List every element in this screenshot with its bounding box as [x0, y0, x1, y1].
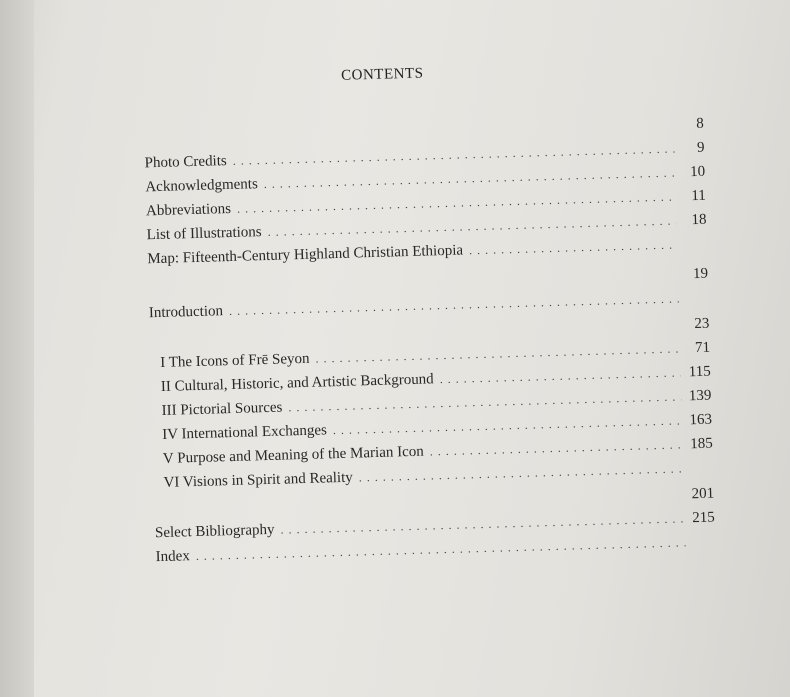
entry-title: Photo Credits	[144, 153, 227, 172]
entry-title: Index	[155, 548, 191, 566]
chapter-list	[149, 312, 713, 496]
page-number: 163	[689, 411, 713, 429]
entry-title: IV International Exchanges	[162, 422, 328, 443]
entry-title: Acknowledgments	[145, 176, 259, 196]
page-number: 185	[690, 435, 713, 453]
page-number: 201	[691, 485, 715, 503]
entry-title: VI Visions in Spirit and Reality	[163, 469, 354, 491]
back-matter-list	[154, 482, 716, 570]
page-number: 18	[691, 211, 707, 229]
entry-title: II Cultural, Historic, and Artistic Background	[160, 371, 434, 395]
page-number	[686, 546, 716, 547]
page-number: 19	[692, 265, 709, 283]
page-number: 215	[692, 509, 716, 527]
page-number: 10	[689, 163, 706, 181]
entry-title: Introduction	[148, 303, 224, 322]
page-number: 23	[694, 315, 710, 333]
page-number: 8	[696, 115, 705, 132]
page-number	[679, 302, 709, 303]
entry-title: List of Illustrations	[146, 224, 262, 244]
entry-title: Map: Fifteenth-Century Highland Christian Ethiopia	[147, 242, 464, 268]
entry-title: III Pictorial Sources	[161, 399, 283, 419]
entry-title: I The Icons of Frē Seyon	[160, 350, 310, 371]
page-number: 9	[696, 139, 705, 156]
entry-title: Select Bibliography	[154, 521, 275, 542]
front-matter-list	[144, 112, 708, 272]
page-number: 11	[691, 187, 707, 205]
entry-title: Abbreviations	[145, 200, 232, 220]
entry-title: V Purpose and Meaning of the Marian Icon	[162, 443, 424, 467]
page-number	[684, 472, 714, 473]
page-number: 71	[694, 339, 711, 357]
dot-leader	[469, 233, 678, 263]
page-number	[677, 248, 707, 249]
page-title: CONTENTS	[340, 65, 424, 84]
page-number: 139	[688, 387, 712, 405]
page-number: 115	[688, 363, 711, 381]
